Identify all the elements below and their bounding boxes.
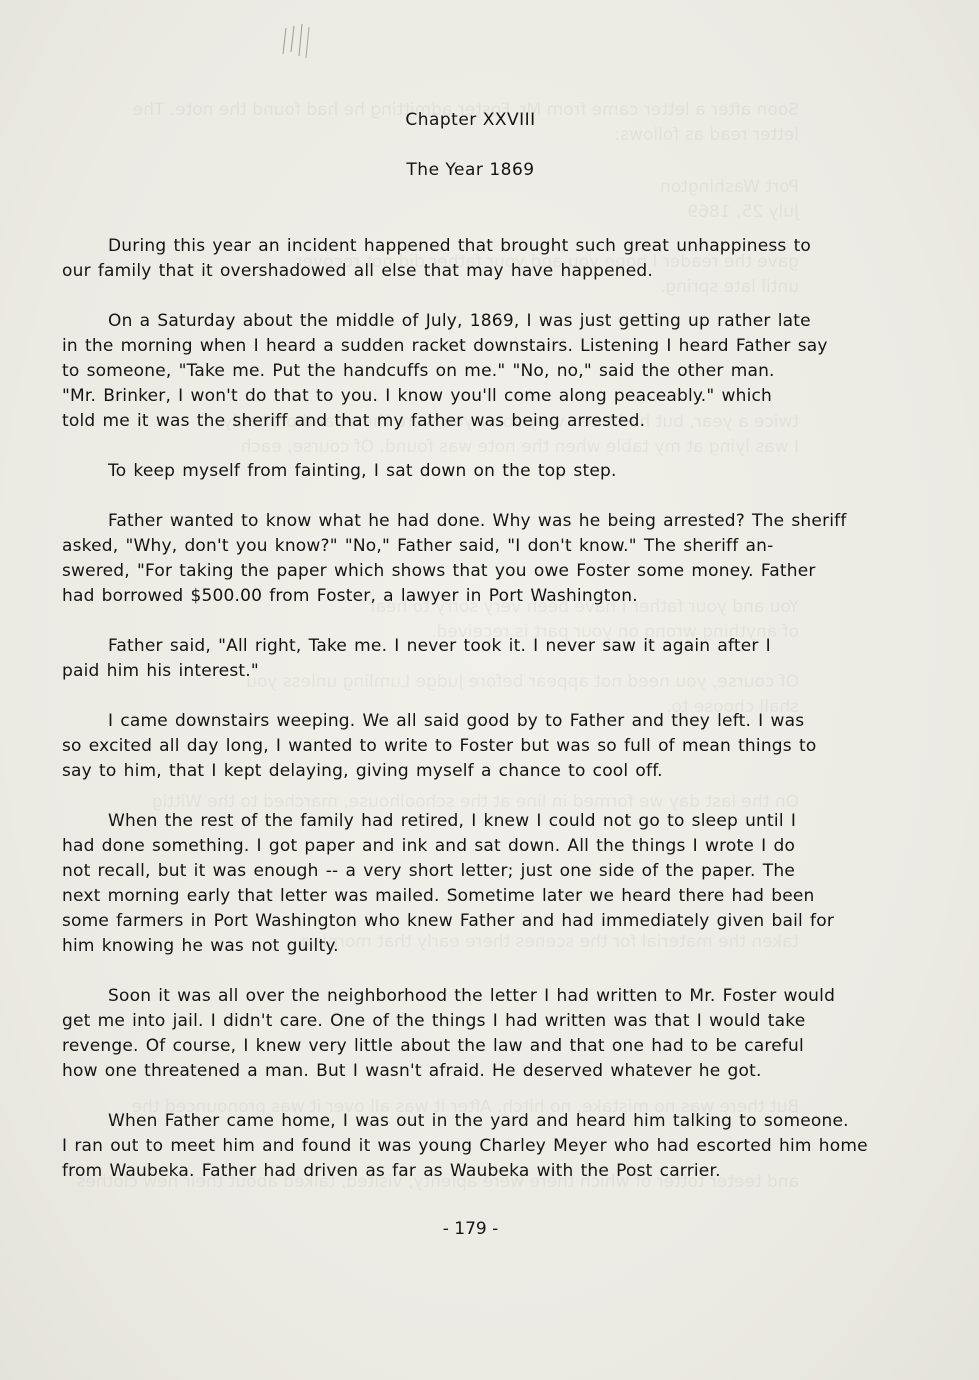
paragraph <box>62 984 922 1084</box>
paragraph <box>62 459 922 484</box>
paragraph <box>62 709 922 784</box>
paragraph-gap <box>62 684 922 709</box>
text-line: swered, "For taking the paper which shows that you owe Foster some money. Father <box>62 561 816 581</box>
chapter-title: Chapter XXVIII <box>405 110 536 130</box>
text-line: revenge. Of course, I knew very little about the law and that one had to be careful <box>62 1036 804 1056</box>
text-line: paid him his interest." <box>62 661 259 681</box>
text-line: To keep myself from fainting, I sat down on the top step. <box>108 461 617 481</box>
paragraph-gap <box>62 1084 922 1109</box>
text-line: I came downstairs weeping. We all said good by to Father and they left. I was <box>108 711 805 731</box>
pencil-marks <box>278 22 318 62</box>
text-line: had borrowed $500.00 from Foster, a lawyer in Port Washington. <box>62 586 638 606</box>
text-line: told me it was the sheriff and that my father was being arrested. <box>62 411 646 431</box>
paragraph-gap <box>62 784 922 809</box>
text-line: so excited all day long, I wanted to write to Foster but was so full of mean things to <box>62 736 817 756</box>
text-line: how one threatened a man. But I wasn't afraid. He deserved whatever he got. <box>62 1061 762 1081</box>
paragraph <box>62 309 922 434</box>
paragraph-gap <box>62 284 922 309</box>
text-line: had done something. I got paper and ink and sat down. All the things I wrote I do <box>62 836 796 856</box>
paragraph <box>62 509 922 609</box>
text-line: in the morning when I heard a sudden racket downstairs. Listening I heard Father say <box>62 336 828 356</box>
page-number: - 179 - <box>442 1219 499 1239</box>
paragraph-gap <box>62 609 922 634</box>
paragraph <box>62 234 922 284</box>
body-text <box>62 234 922 1184</box>
text-line: Soon it was all over the neighborhood the letter I had written to Mr. Foster would <box>108 986 836 1006</box>
paragraph <box>62 1109 922 1184</box>
text-line: not recall, but it was enough -- a very short letter; just one side of the paper. The <box>62 861 795 881</box>
text-line: our family that it overshadowed all else that may have happened. <box>62 261 653 281</box>
text-line: from Waubeka. Father had driven as far as Waubeka with the Post carrier. <box>62 1161 721 1181</box>
paragraph <box>62 634 922 684</box>
paragraph <box>62 809 922 959</box>
text-line: I ran out to meet him and found it was young Charley Meyer who had escorted him home <box>62 1136 868 1156</box>
text-line: him knowing he was not guilty. <box>62 936 339 956</box>
text-line: asked, "Why, don't you know?" "No," Father said, "I don't know." The sheriff an- <box>62 536 774 556</box>
paragraph-gap <box>62 959 922 984</box>
paragraph-gap <box>62 484 922 509</box>
text-line: say to him, that I kept delaying, giving myself a chance to cool off. <box>62 761 663 781</box>
text-line: On a Saturday about the middle of July, 1869, I was just getting up rather late <box>108 311 811 331</box>
text-line: to someone, "Take me. Put the handcuffs on me." "No, no," said the other man. <box>62 361 775 381</box>
paragraph-gap <box>62 434 922 459</box>
text-line: Father wanted to know what he had done. Why was he being arrested? The sheriff <box>108 511 847 531</box>
text-line: get me into jail. I didn't care. One of the things I had written was that I would take <box>62 1011 806 1031</box>
text-line: "Mr. Brinker, I won't do that to you. I know you'll come along peaceably." which <box>62 386 773 406</box>
text-line: When the rest of the family had retired, I knew I could not go to sleep until I <box>108 811 797 831</box>
text-line: some farmers in Port Washington who knew Father and had immediately given bail for <box>62 911 835 931</box>
chapter-subtitle: The Year 1869 <box>406 160 535 180</box>
text-line: During this year an incident happened that brought such great unhappiness to <box>108 236 812 256</box>
text-line: When Father came home, I was out in the yard and heard him talking to someone. <box>108 1111 849 1131</box>
text-line: next morning early that letter was mailed. Sometime later we heard there had been <box>62 886 815 906</box>
text-line: Father said, "All right, Take me. I never took it. I never saw it again after I <box>108 636 771 656</box>
